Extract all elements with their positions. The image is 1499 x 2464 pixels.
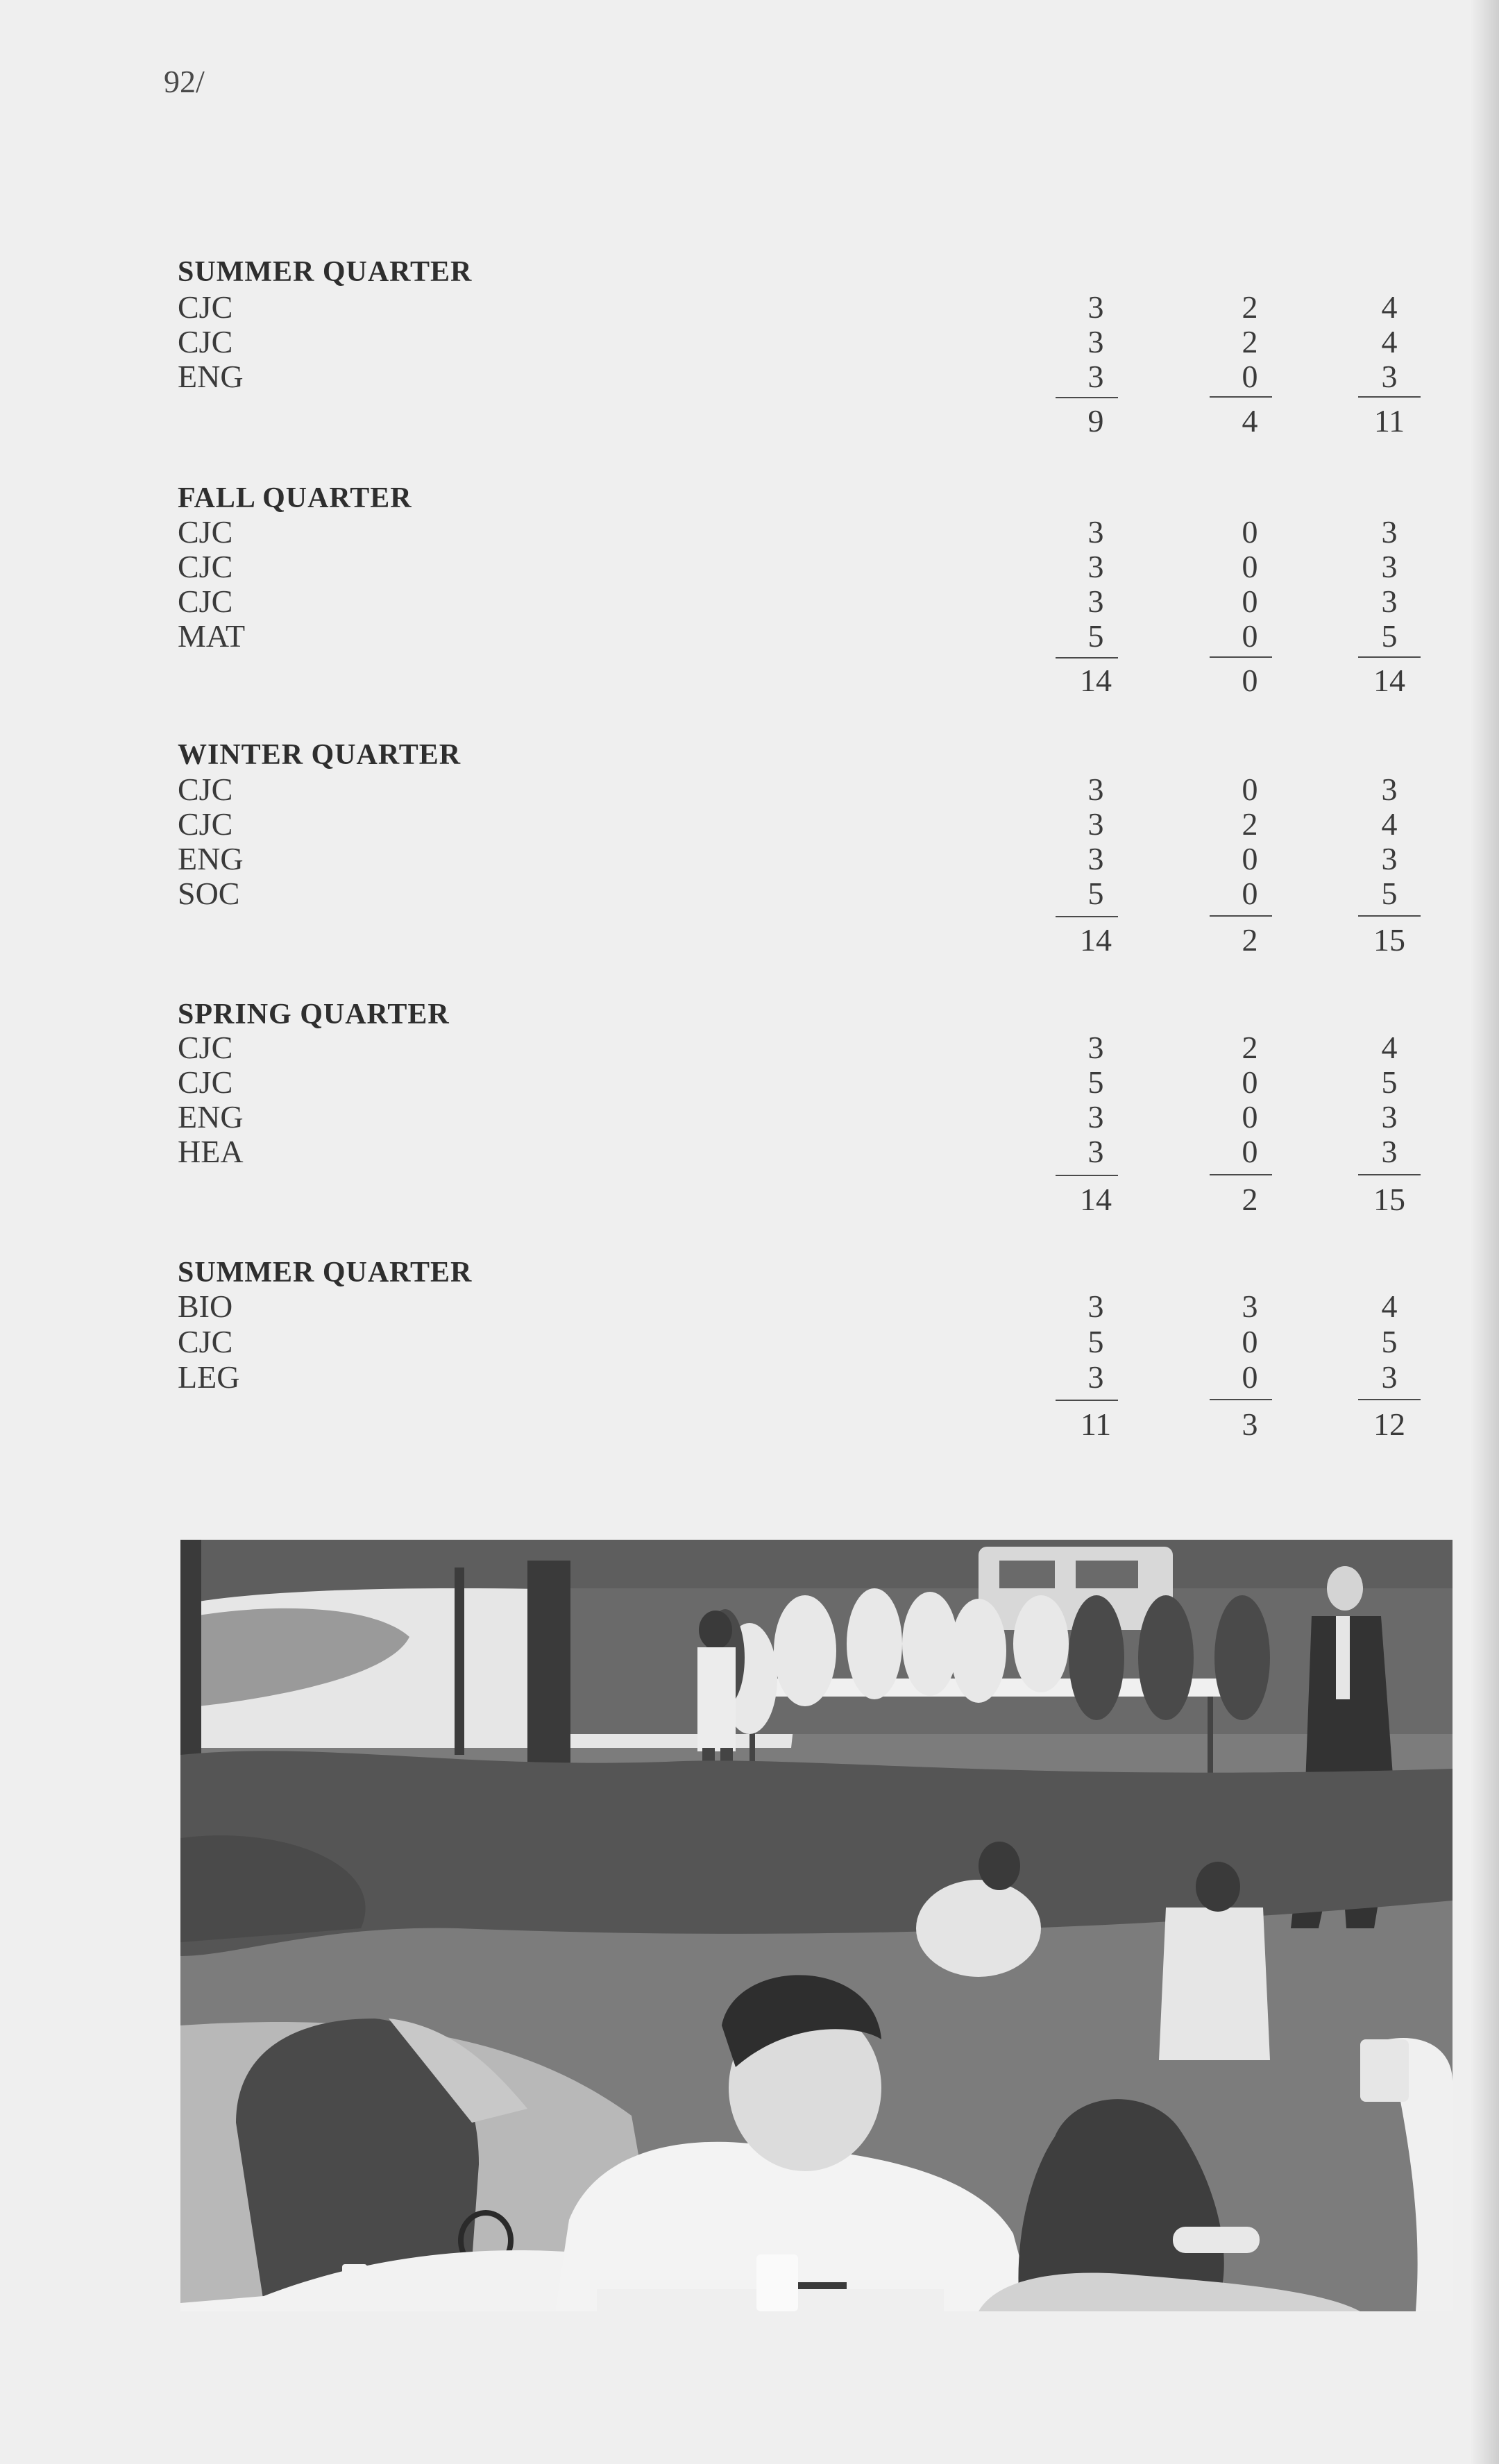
credit-col3: 3	[1381, 359, 1398, 394]
total-col1: 9	[1087, 403, 1104, 439]
credit-col1: 3	[1087, 359, 1104, 394]
total-col2: 0	[1242, 663, 1258, 698]
total-col2: 4	[1242, 403, 1258, 439]
credit-col1: 3	[1087, 841, 1104, 876]
campus-picnic-photo	[180, 1540, 1453, 2311]
credit-col1: 3	[1087, 1030, 1104, 1065]
total-col3: 11	[1373, 403, 1405, 439]
credit-col1: 5	[1087, 618, 1104, 654]
page-edge-shadow	[1470, 0, 1499, 2464]
sum-rule	[1210, 1399, 1272, 1400]
credit-col3: 5	[1381, 1324, 1398, 1359]
total-col3: 15	[1373, 922, 1405, 958]
course-dept: CJC	[178, 772, 233, 807]
sum-rule	[1210, 1174, 1272, 1175]
total-col3: 14	[1373, 663, 1405, 698]
course-dept: LEG	[178, 1359, 240, 1395]
credit-col1: 5	[1087, 1324, 1104, 1359]
total-col1: 14	[1080, 1182, 1112, 1217]
credit-col3: 5	[1381, 618, 1398, 654]
credit-col1: 3	[1087, 1289, 1104, 1324]
course-dept: SOC	[178, 876, 240, 911]
course-dept: CJC	[178, 549, 233, 584]
credit-col2: 0	[1242, 1099, 1258, 1135]
credit-col1: 3	[1087, 584, 1104, 619]
credit-col2: 0	[1242, 514, 1258, 550]
course-dept: CJC	[178, 289, 233, 325]
course-dept: CJC	[178, 1064, 233, 1100]
sum-rule	[1358, 1399, 1421, 1400]
course-dept: BIO	[178, 1289, 233, 1324]
course-row	[178, 1360, 1468, 1395]
credit-col2: 0	[1242, 772, 1258, 807]
course-dept: CJC	[178, 324, 233, 359]
section-heading: SUMMER QUARTER	[178, 256, 473, 288]
sum-rule	[1210, 656, 1272, 658]
credit-col2: 2	[1242, 324, 1258, 359]
course-row	[178, 1289, 1468, 1324]
course-row	[178, 325, 1468, 359]
credit-col2: 2	[1242, 1030, 1258, 1065]
credit-col3: 4	[1381, 806, 1398, 842]
totals-row	[178, 663, 1468, 698]
section-heading: FALL QUARTER	[178, 482, 412, 514]
credit-col1: 5	[1087, 1064, 1104, 1100]
sum-rule	[1210, 396, 1272, 398]
section-heading: SUMMER QUARTER	[178, 1257, 473, 1289]
sum-rule	[1056, 916, 1118, 917]
credit-col3: 4	[1381, 1030, 1398, 1065]
credit-col2: 0	[1242, 359, 1258, 394]
page-number: 92/	[164, 64, 205, 99]
credit-col3: 3	[1381, 1099, 1398, 1135]
sum-rule	[1358, 1174, 1421, 1175]
course-row	[178, 842, 1468, 876]
sum-rule	[1056, 397, 1118, 398]
credit-col1: 3	[1087, 1099, 1104, 1135]
course-row	[178, 807, 1468, 842]
totals-row	[178, 1407, 1468, 1442]
total-col1: 11	[1080, 1407, 1112, 1442]
course-dept: CJC	[178, 1324, 233, 1359]
credit-col3: 4	[1381, 1289, 1398, 1324]
credit-col3: 4	[1381, 324, 1398, 359]
credit-col2: 0	[1242, 584, 1258, 619]
totals-row	[178, 1182, 1468, 1217]
credit-col3: 3	[1381, 549, 1398, 584]
course-dept: CJC	[178, 514, 233, 550]
credit-col2: 0	[1242, 876, 1258, 911]
photo-illustration	[180, 1540, 1453, 2311]
sum-rule	[1358, 396, 1421, 398]
credit-col1: 5	[1087, 876, 1104, 911]
total-col2: 2	[1242, 922, 1258, 958]
credit-col1: 3	[1087, 324, 1104, 359]
course-row	[178, 1065, 1468, 1100]
credit-col1: 3	[1087, 1359, 1104, 1395]
sum-rule	[1056, 1175, 1118, 1176]
total-col3: 12	[1373, 1407, 1405, 1442]
course-row	[178, 550, 1468, 584]
sum-rule	[1056, 657, 1118, 659]
course-dept: ENG	[178, 359, 244, 394]
totals-row	[178, 404, 1468, 439]
course-row	[178, 1030, 1468, 1065]
credit-col3: 5	[1381, 1064, 1398, 1100]
course-dept: MAT	[178, 618, 246, 654]
credit-col1: 3	[1087, 806, 1104, 842]
credit-col2: 0	[1242, 1134, 1258, 1169]
sum-rule	[1056, 1400, 1118, 1401]
course-row	[178, 290, 1468, 325]
credit-col1: 3	[1087, 772, 1104, 807]
sum-rule	[1358, 915, 1421, 917]
course-row	[178, 1135, 1468, 1169]
credit-col3: 3	[1381, 584, 1398, 619]
course-dept: CJC	[178, 584, 233, 619]
credit-col1: 3	[1087, 514, 1104, 550]
total-col2: 2	[1242, 1182, 1258, 1217]
course-row	[178, 515, 1468, 550]
credit-col1: 3	[1087, 549, 1104, 584]
credit-col2: 2	[1242, 289, 1258, 325]
total-col2: 3	[1242, 1407, 1258, 1442]
credit-col1: 3	[1087, 1134, 1104, 1169]
credit-col3: 3	[1381, 772, 1398, 807]
credit-col3: 3	[1381, 1134, 1398, 1169]
course-row	[178, 876, 1468, 911]
credit-col2: 2	[1242, 806, 1258, 842]
total-col1: 14	[1080, 663, 1112, 698]
total-col1: 14	[1080, 922, 1112, 958]
course-dept: ENG	[178, 841, 244, 876]
course-row	[178, 1100, 1468, 1135]
sum-rule	[1210, 915, 1272, 917]
course-dept: CJC	[178, 1030, 233, 1065]
section-heading: SPRING QUARTER	[178, 999, 450, 1030]
credit-col2: 3	[1242, 1289, 1258, 1324]
credit-col2: 0	[1242, 841, 1258, 876]
course-row	[178, 359, 1468, 394]
credit-col3: 4	[1381, 289, 1398, 325]
credit-col3: 5	[1381, 876, 1398, 911]
course-row	[178, 772, 1468, 807]
credit-col2: 0	[1242, 618, 1258, 654]
credit-col2: 0	[1242, 1324, 1258, 1359]
course-row	[178, 584, 1468, 619]
credit-col2: 0	[1242, 1064, 1258, 1100]
credit-col3: 3	[1381, 514, 1398, 550]
credit-col2: 0	[1242, 549, 1258, 584]
section-heading: WINTER QUARTER	[178, 739, 461, 771]
credit-col1: 3	[1087, 289, 1104, 325]
total-col3: 15	[1373, 1182, 1405, 1217]
course-dept: CJC	[178, 806, 233, 842]
credit-col3: 3	[1381, 1359, 1398, 1395]
course-dept: ENG	[178, 1099, 244, 1135]
credit-col2: 0	[1242, 1359, 1258, 1395]
credit-col3: 3	[1381, 841, 1398, 876]
course-dept: HEA	[178, 1134, 244, 1169]
sum-rule	[1358, 656, 1421, 658]
course-row	[178, 1325, 1468, 1359]
totals-row	[178, 923, 1468, 958]
course-row	[178, 619, 1468, 654]
